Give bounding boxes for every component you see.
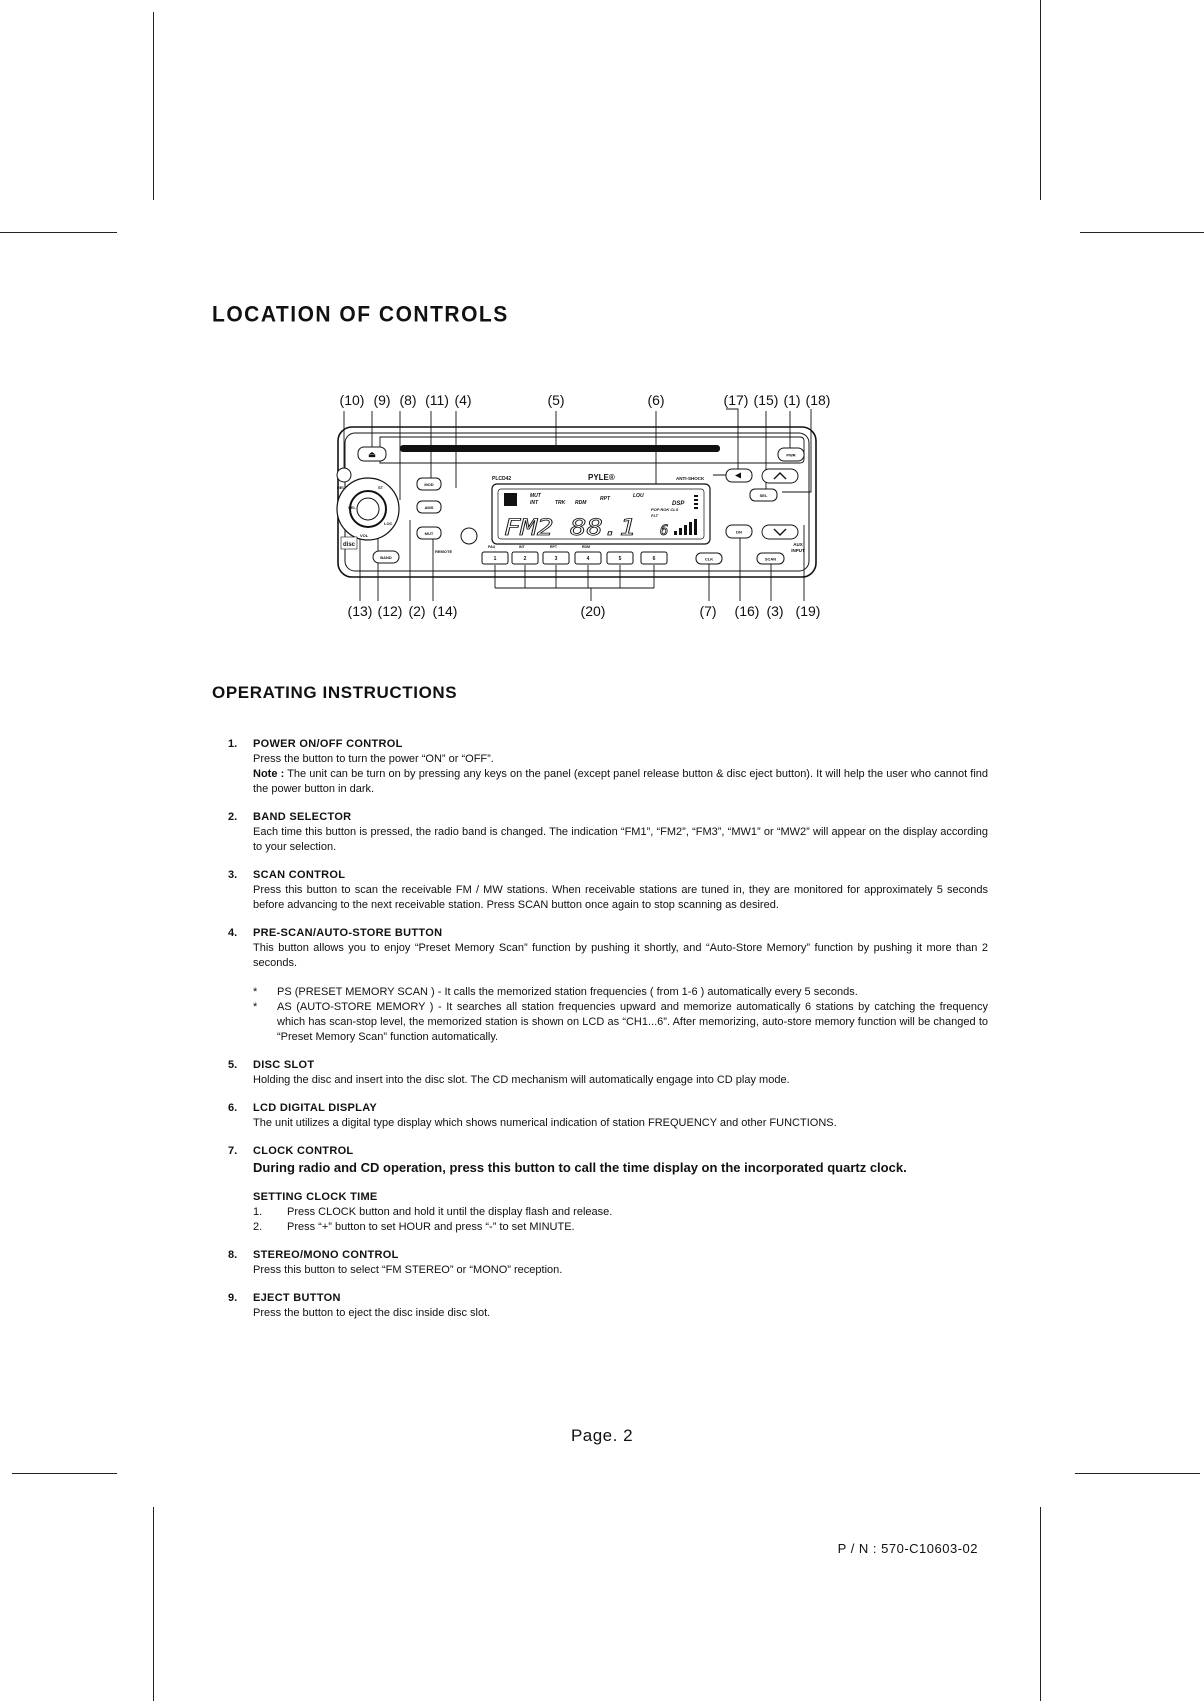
- lcd-flt: FLT: [651, 513, 659, 518]
- step-text: Press “+” button to set HOUR and press “-” to set MINUTE.: [287, 1221, 575, 1233]
- callout-19: (19): [795, 603, 821, 619]
- anti-shock-label: ANTI-SHOCK: [676, 476, 705, 481]
- sel-button-label: SEL: [348, 505, 356, 510]
- instruction-1: [228, 737, 988, 797]
- section-heading: OPERATING INSTRUCTIONS: [212, 683, 458, 702]
- svg-text:2: 2: [523, 556, 527, 562]
- preset-sub-int: INT: [519, 545, 525, 549]
- instruction-number: 4.: [228, 927, 238, 939]
- svg-text:6: 6: [652, 556, 656, 562]
- instruction-title: STEREO/MONO CONTROL: [253, 1249, 399, 1261]
- spacer: [253, 971, 988, 985]
- instruction-5: [228, 1058, 988, 1088]
- lcd-trk: TRK: [555, 500, 566, 506]
- svg-text:3: 3: [554, 556, 558, 562]
- instruction-title: POWER ON/OFF CONTROL: [253, 738, 403, 750]
- bullet-text: AS (AUTO-STORE MEMORY ) - It searches all station frequencies upward and memorize automatically 6 stations by catching the frequency which has scan-stop level, the memorized station is shown on LCD as “CH1...6”. After memorizing, auto-store memory function will be changed to “Preset Memory Scan” function automatically.: [277, 1001, 988, 1043]
- callout-18: (18): [805, 392, 831, 408]
- instruction-number: 7.: [228, 1145, 238, 1157]
- bullet-mark: *: [253, 986, 258, 998]
- preset-sub-rpt: RPT: [550, 545, 557, 549]
- preset-button-5[interactable]: [607, 552, 633, 564]
- down-button[interactable]: [762, 525, 798, 539]
- crop-mark-top-left-vertical: [153, 12, 154, 200]
- step-item: [253, 1220, 988, 1235]
- callout-9: (9): [373, 392, 391, 408]
- callout-7: (7): [699, 603, 717, 619]
- callout-13: (13): [347, 603, 373, 619]
- crop-mark-top-left-horizontal: [0, 232, 117, 233]
- instruction-title: SCAN CONTROL: [253, 869, 346, 881]
- instruction-text: Each time this button is pressed, the radio band is changed. The indication “FM1”, “FM2”, “FM3”, “MW1” or “MW2” will appear on the display according to your selection.: [253, 826, 988, 853]
- front-panel-diagram: [320, 385, 860, 630]
- instruction-title: BAND SELECTOR: [253, 811, 352, 823]
- power-button[interactable]: [778, 448, 804, 461]
- instruction-title: DISC SLOT: [253, 1059, 315, 1071]
- ams-button[interactable]: [417, 501, 441, 513]
- svg-text:CLK: CLK: [704, 556, 714, 562]
- lcd-eq-modes: POP ROK CLS: [651, 507, 679, 512]
- part-number: P / N : 570-C10603-02: [837, 1541, 978, 1556]
- lcd-mut: MUT: [530, 493, 541, 499]
- preset-button-6[interactable]: [641, 552, 667, 564]
- callout-11: (11): [425, 392, 449, 408]
- callout-10: (10): [339, 392, 365, 408]
- instruction-subtitle: SETTING CLOCK TIME: [253, 1191, 378, 1203]
- instruction-text: Holding the disc and insert into the disc slot. The CD mechanism will automatically engage into CD play mode.: [253, 1074, 790, 1086]
- step-number: 2.: [253, 1221, 263, 1233]
- preset-button-4[interactable]: [575, 552, 601, 564]
- svg-text:PWR: PWR: [786, 452, 796, 458]
- lcd-rdm: RDM: [575, 500, 587, 506]
- lcd-channel: 6: [660, 523, 669, 539]
- preset-buttons: [482, 545, 667, 564]
- instruction-number: 1.: [228, 738, 238, 750]
- band-button[interactable]: [373, 551, 399, 563]
- bullet-text: PS (PRESET MEMORY SCAN ) - It calls the memorized station frequencies ( from 1-6 ) automatically every 5 seconds.: [277, 986, 858, 998]
- eject-button[interactable]: [358, 447, 386, 461]
- bullet-item: [253, 1000, 988, 1045]
- preset-button-1[interactable]: [482, 552, 508, 564]
- instruction-title: LCD DIGITAL DISPLAY: [253, 1102, 378, 1114]
- dn-button[interactable]: [726, 525, 752, 538]
- model-label: PLCD42: [492, 476, 512, 482]
- sel-right-button[interactable]: [750, 489, 777, 501]
- instruction-text: The unit utilizes a digital type display which shows numerical indication of station FREQUENCY and other FUNCTIONS.: [253, 1117, 837, 1129]
- svg-text:BAND: BAND: [380, 555, 392, 560]
- page-number: Page. 2: [570, 1426, 634, 1445]
- lcd-int: INT: [530, 500, 539, 506]
- instruction-text: During radio and CD operation, press this button to call the time display on the incorporated quartz clock.: [253, 1160, 907, 1175]
- callout-16: (16): [734, 603, 760, 619]
- seek-back-button[interactable]: [726, 469, 752, 482]
- instruction-text: Press the button to turn the power “ON” or “OFF”.: [253, 753, 494, 765]
- up-button[interactable]: [762, 469, 798, 483]
- instruction-4: [228, 926, 988, 1045]
- lcd-frequency: FM2 88.1: [504, 516, 636, 541]
- brand-logo: PYLE®: [588, 473, 615, 482]
- instruction-2: [228, 810, 988, 855]
- callouts-bottom: [348, 603, 821, 619]
- remote-label: REMOTE: [435, 549, 453, 554]
- crop-mark-bottom-left-horizontal: [12, 1473, 117, 1474]
- instruction-number: 6.: [228, 1102, 238, 1114]
- lcd-disc-icon: [504, 493, 517, 506]
- volume-knob[interactable]: [337, 478, 399, 540]
- callout-8: (8): [399, 392, 417, 408]
- callout-4: (4): [454, 392, 472, 408]
- instruction-number: 2.: [228, 811, 238, 823]
- instruction-text: Press this button to scan the receivable FM / MW stations. When receivable stations are tuned in, they are monitored for approximately 5 seconds before advancing to the next receivable station. Press SCAN button once again to stop scanning as desired.: [253, 884, 988, 911]
- svg-text:SEL: SEL: [759, 493, 768, 498]
- instruction-text: Press the button to eject the disc inside disc slot.: [253, 1307, 491, 1319]
- instruction-title: CLOCK CONTROL: [253, 1145, 354, 1157]
- preset-button-3[interactable]: [543, 552, 569, 564]
- svg-text:4: 4: [586, 556, 590, 562]
- instruction-9: [228, 1291, 988, 1321]
- eject-icon: ⏏: [368, 450, 376, 459]
- callout-12: (12): [377, 603, 403, 619]
- instruction-number: 8.: [228, 1249, 238, 1261]
- callouts-top: [340, 392, 831, 408]
- scan-button[interactable]: [757, 553, 784, 564]
- lcd-lou: LOU: [633, 493, 644, 499]
- mut-button[interactable]: [417, 527, 441, 539]
- bullet-mark: *: [253, 1001, 258, 1013]
- mod-button[interactable]: [417, 478, 441, 490]
- svg-text:1: 1: [493, 556, 497, 562]
- loc-button-label: LOC: [384, 521, 393, 526]
- rel-label: REL: [337, 485, 345, 490]
- callout-1: (1): [783, 392, 801, 408]
- svg-text:MUT: MUT: [424, 531, 434, 536]
- bullet-item: [253, 985, 988, 1000]
- callout-20: (20): [580, 603, 606, 619]
- crop-mark-bottom-right-vertical: [1040, 1507, 1041, 1701]
- svg-text:SCAN: SCAN: [764, 556, 777, 562]
- instruction-number: 3.: [228, 869, 238, 881]
- callout-6: (6): [647, 392, 665, 408]
- instruction-note: [253, 767, 988, 797]
- svg-text:disc: disc: [342, 542, 356, 548]
- svg-text:AMS: AMS: [424, 505, 434, 510]
- lcd-dsp: DSP: [672, 501, 685, 507]
- instruction-title: EJECT BUTTON: [253, 1292, 341, 1304]
- lcd-display: [492, 484, 710, 544]
- instruction-text: This button allows you to enjoy “Preset Memory Scan” function by pushing it shortly, and “Auto-Store Memory” function by pushing it more than 2 seconds.: [253, 942, 988, 969]
- instruction-number: 5.: [228, 1059, 238, 1071]
- instruction-text: Press this button to select “FM STEREO” or “MONO” reception.: [253, 1264, 563, 1276]
- st-button-label: ST: [378, 485, 384, 490]
- note-text: The unit can be turn on by pressing any keys on the panel (except panel release button & disc eject button). It will help the user who cannot find the power button in dark.: [253, 768, 989, 795]
- instruction-8: [228, 1248, 988, 1278]
- crop-mark-top-right-vertical: [1040, 0, 1041, 200]
- clk-button[interactable]: [696, 553, 722, 564]
- preset-sub-pau: PAU: [488, 545, 496, 549]
- preset-sub-rdm: RDM: [582, 545, 590, 549]
- instruction-7: [228, 1144, 988, 1235]
- preset-button-2[interactable]: [512, 552, 538, 564]
- crop-mark-bottom-left-vertical: [153, 1507, 154, 1701]
- callout-3: (3): [766, 603, 784, 619]
- aux-input-label: INPUT: [791, 548, 805, 553]
- crop-mark-bottom-right-horizontal: [1075, 1473, 1200, 1474]
- vol-label: VOL: [360, 533, 369, 538]
- note-label: Note :: [253, 768, 285, 780]
- disc-logo: [341, 537, 357, 549]
- aux-label: AUX: [793, 542, 803, 547]
- crop-mark-top-right-horizontal: [1080, 232, 1204, 233]
- lcd-rpt: RPT: [600, 496, 610, 502]
- aux-input-jack[interactable]: [791, 542, 805, 553]
- instruction-title: PRE-SCAN/AUTO-STORE BUTTON: [253, 927, 443, 939]
- step-number: 1.: [253, 1206, 263, 1218]
- instruction-number: 9.: [228, 1292, 238, 1304]
- callout-17: (17): [723, 392, 749, 408]
- step-text: Press CLOCK button and hold it until the display flash and release.: [287, 1206, 613, 1218]
- instructions-list: [228, 737, 988, 1334]
- page-heading: LOCATION OF CONTROLS: [212, 302, 509, 327]
- instruction-6: [228, 1101, 988, 1131]
- callout-5: (5): [547, 392, 565, 408]
- svg-text:MOD: MOD: [424, 482, 434, 487]
- svg-text:DN: DN: [736, 529, 742, 535]
- step-item: [253, 1205, 988, 1220]
- callout-14: (14): [432, 603, 458, 619]
- callout-2: (2): [408, 603, 426, 619]
- instruction-3: [228, 868, 988, 913]
- svg-text:5: 5: [618, 556, 622, 562]
- callout-15: (15): [753, 392, 779, 408]
